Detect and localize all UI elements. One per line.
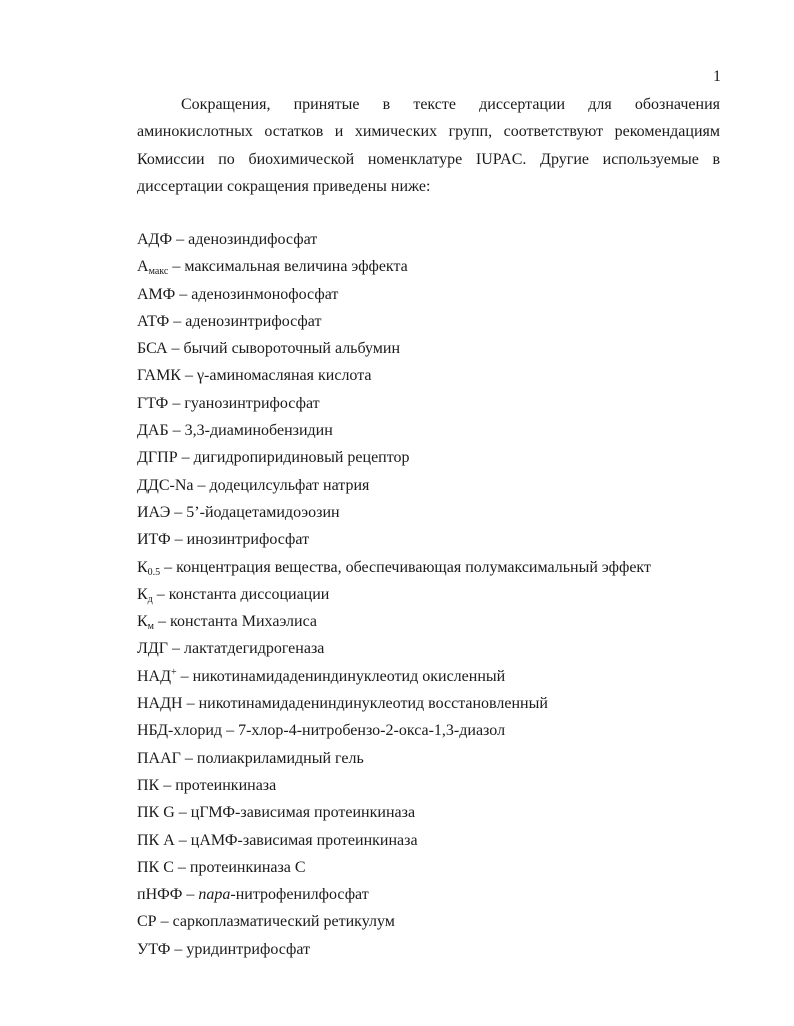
abbreviation-term: НАДН — [137, 695, 183, 713]
abbreviation-term: АДФ — [137, 231, 173, 248]
abbreviation-item — [137, 444, 737, 471]
abbreviation-dash: – — [159, 776, 176, 794]
abbreviation-dash: – — [193, 476, 210, 494]
abbreviation-definition: концентрация вещества, обеспечивающая полумаксимальный эффект — [176, 558, 651, 576]
abbreviation-dash: – — [170, 531, 187, 549]
abbreviation-item — [137, 472, 737, 499]
abbreviation-term: ИАЭ — [137, 503, 171, 521]
abbreviation-definition: максимальная величина эффекта — [184, 258, 408, 276]
abbreviation-dash: – — [168, 258, 185, 276]
abbreviation-definition: гуанозинтрифосфат — [184, 394, 320, 412]
abbreviation-item — [137, 717, 737, 744]
abbreviation-item — [137, 799, 737, 826]
abbreviation-term: ДГПР — [137, 449, 178, 467]
abbreviation-term: ПК А — [137, 831, 175, 849]
abbreviation-dash: – — [174, 831, 191, 849]
abbreviation-item — [137, 499, 737, 526]
abbreviation-italic: пара — [198, 886, 231, 904]
abbreviation-subscript: м — [147, 621, 154, 633]
abbreviation-term: ЛДГ — [137, 640, 169, 658]
abbreviation-term: СР — [137, 913, 157, 931]
abbreviation-definition: γ-аминомасляная кислота — [196, 367, 372, 385]
abbreviation-subscript: макс — [148, 266, 169, 278]
abbreviation-dash: – — [172, 231, 189, 248]
abbreviation-definition: бычий сывороточный альбумин — [183, 340, 401, 358]
abbreviation-item — [137, 663, 737, 690]
abbreviation-item — [137, 226, 737, 253]
abbreviation-item — [137, 526, 737, 553]
abbreviation-item — [137, 554, 737, 581]
abbreviation-term: К — [137, 613, 148, 631]
abbreviation-dash: – — [222, 722, 239, 740]
abbreviation-term: К — [137, 558, 148, 576]
abbreviation-term: НАД — [137, 667, 172, 685]
abbreviation-subscript: д — [147, 593, 153, 605]
abbreviation-definition: аденозинмонофосфат — [191, 285, 339, 303]
abbreviation-term: ГАМК — [137, 367, 181, 385]
abbreviation-term: АМФ — [137, 285, 176, 303]
abbreviation-dash: – — [152, 585, 169, 603]
abbreviation-definition: полиакриламидный гель — [196, 749, 364, 767]
abbreviation-term: БСА — [137, 340, 168, 358]
abbreviation-definition: протеинкиназа — [175, 776, 277, 794]
abbreviation-definition: уридинтрифосфат — [186, 940, 311, 958]
abbreviation-definition: -нитрофенилфосфат — [230, 886, 369, 904]
abbreviation-dash: – — [182, 886, 199, 904]
abbreviation-definition: никотинамидадениндинуклеотид окисленный — [192, 667, 506, 685]
abbreviation-dash: – — [168, 640, 185, 658]
abbreviation-dash: – — [156, 913, 173, 931]
abbreviation-dash: – — [154, 613, 170, 631]
abbreviation-definition: додецилсульфат натрия — [209, 476, 370, 494]
abbreviation-dash: – — [180, 367, 197, 385]
abbreviation-item — [137, 745, 737, 772]
abbreviation-dash: – — [170, 503, 187, 521]
abbreviation-definition: инозинтрифосфат — [186, 531, 310, 549]
abbreviation-dash: – — [173, 858, 190, 876]
abbreviation-dash: – — [176, 667, 193, 685]
abbreviation-definition: 7-хлор-4-нитробензо-2-окса-1,3-диазол — [238, 722, 506, 740]
abbreviation-superscript: + — [171, 666, 177, 678]
intro-paragraph: Сокращения, принятые в тексте диссертации для обозначения аминокислотных остатков и химических групп, соответствуют рекомендациям Комиссии по биохимической номенклатуре IUPAC. Другие используемые в диссертации сокращения приведены ниже: — [137, 96, 720, 195]
abbreviation-term: АТФ — [137, 312, 170, 330]
abbreviation-dash: – — [168, 394, 185, 412]
abbreviation-definition: аденозинтрифосфат — [185, 312, 322, 330]
abbreviation-definition: 3,3-диаминобензидин — [184, 422, 333, 440]
abbreviation-dash: – — [160, 558, 177, 576]
abbreviation-definition: протеинкиназа С — [189, 858, 306, 876]
abbreviation-dash: – — [168, 422, 185, 440]
abbreviation-item — [137, 854, 737, 881]
abbreviation-item — [137, 390, 737, 417]
abbreviation-item — [137, 635, 737, 662]
abbreviation-item — [137, 335, 737, 362]
abbreviation-term: ПК — [137, 776, 160, 794]
abbreviation-item — [137, 690, 737, 717]
abbreviation-definition: константа диссоциации — [168, 585, 330, 603]
abbreviation-term: ПААГ — [137, 749, 181, 767]
abbreviation-definition: саркоплазматический ретикулум — [172, 913, 395, 931]
abbreviation-definition: 5’-йодацетамидоэозин — [186, 503, 340, 521]
abbreviation-definition: цАМФ-зависимая протеинкиназа — [190, 831, 418, 849]
abbreviation-definition: дигидропиридиновый рецептор — [193, 449, 410, 467]
abbreviation-dash: – — [182, 695, 199, 713]
abbreviation-list — [137, 226, 737, 963]
abbreviation-subscript: 0.5 — [147, 566, 161, 578]
abbreviation-item — [137, 417, 737, 444]
abbreviation-dash: – — [177, 449, 194, 467]
abbreviation-item — [137, 772, 737, 799]
abbreviation-definition: никотинамидадениндинуклеотид восстановленный — [198, 695, 548, 713]
abbreviation-definition: лактатдегидрогеназа — [184, 640, 325, 658]
abbreviation-item — [137, 608, 737, 635]
abbreviation-term: К — [137, 585, 148, 603]
abbreviation-item — [137, 253, 737, 280]
abbreviation-dash: – — [167, 340, 184, 358]
abbreviation-dash: – — [170, 940, 187, 958]
abbreviation-item — [137, 881, 737, 908]
abbreviation-term: пНФФ — [137, 886, 183, 904]
abbreviation-dash: – — [175, 285, 192, 303]
abbreviation-term: ПК G — [137, 804, 175, 822]
abbreviation-item — [137, 581, 737, 608]
abbreviation-term: НБД-хлорид — [137, 722, 223, 740]
abbreviation-term: ДДС-Na — [137, 476, 194, 494]
abbreviation-item — [137, 362, 737, 389]
abbreviation-term: ДАБ — [137, 422, 169, 440]
abbreviation-term: ИТФ — [137, 531, 171, 549]
abbreviation-item — [137, 936, 737, 963]
abbreviation-definition: константа Михаэлиса — [170, 613, 317, 631]
abbreviation-item — [137, 827, 737, 854]
abbreviation-term: ГТФ — [137, 394, 169, 412]
abbreviation-definition: цГМФ-зависимая протеинкиназа — [190, 804, 416, 822]
abbreviation-term: А — [137, 258, 149, 276]
abbreviation-dash: – — [169, 312, 186, 330]
abbreviation-definition: аденозиндифосфат — [188, 231, 318, 248]
abbreviation-item — [137, 281, 737, 308]
abbreviation-dash: – — [174, 804, 191, 822]
page-number: 1 — [713, 68, 721, 85]
abbreviation-term: УТФ — [137, 940, 171, 958]
abbreviation-dash: – — [180, 749, 197, 767]
abbreviation-term: ПК С — [137, 858, 174, 876]
abbreviation-item — [137, 308, 737, 335]
abbreviation-item — [137, 908, 737, 935]
